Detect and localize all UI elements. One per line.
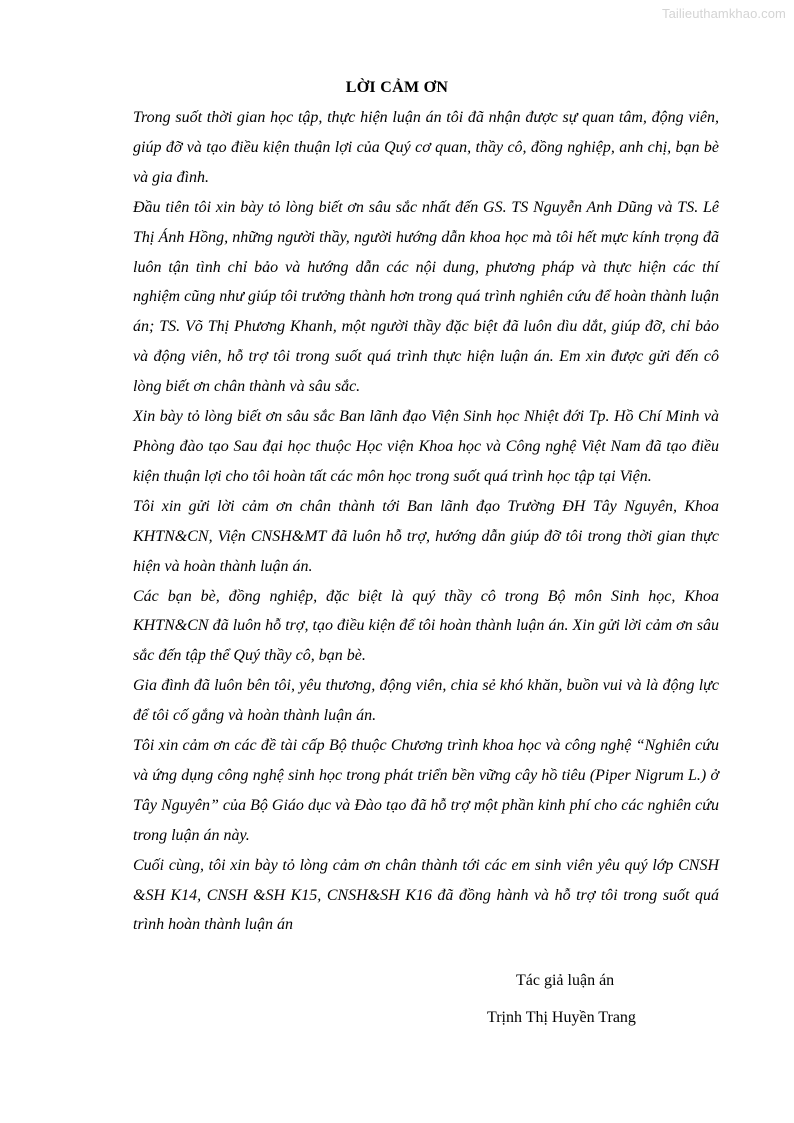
signature-name: Trịnh Thị Huyền Trang [487, 1009, 636, 1026]
paragraph-students: Cuối cùng, tôi xin bày tỏ lòng cảm ơn chân thành tới các em sinh viên yêu quý lớp CNSH &SH K14, CNSH &SH K15, CNSH&SH K16 đã đồng hành và hỗ trợ tôi trong suốt quá trình hoàn thành luận án [133, 856, 719, 934]
paragraph-university: Tôi xin gửi lời cảm ơn chân thành tới Ban lãnh đạo Trường ĐH Tây Nguyên, Khoa KHTN&CN, Viện CNSH&MT đã luôn hỗ trợ, hướng dẫn giúp đỡ tôi trong thời gian thực hiện và hoàn thành luận án. [133, 497, 719, 575]
paragraph-family: Gia đình đã luôn bên tôi, yêu thương, động viên, chia sẻ khó khăn, buồn vui và là động lực để tôi cố gắng và hoàn thành luận án. [133, 677, 719, 725]
watermark-text: Tailieuthamkhao.com [661, 6, 786, 21]
paragraph-supervisors: Đầu tiên tôi xin bày tỏ lòng biết ơn sâu sắc nhất đến GS. TS Nguyễn Anh Dũng và TS. Lê Thị Ánh Hồng, những người thầy, người hướng dẫn khoa học mà tôi hết mực kính trọng đã luôn tận tình chỉ bảo và hướng dẫn các nội dung, phương pháp và thực hiện các thí nghiệm cũng như giúp tôi trưởng thành hơn trong quá trình nghiên cứu để hoàn thành luận án; TS. Võ Thị Phương Khanh, một người thầy đặc biệt đã luôn dìu dắt, giúp đỡ, chỉ bảo và động viên, hỗ trợ tôi trong suốt quá trình thực hiện luận án. Em xin được gửi đến cô lòng biết ơn chân thành và sâu sắc. [133, 198, 719, 396]
paragraph-institute: Xin bày tỏ lòng biết ơn sâu sắc Ban lãnh đạo Viện Sinh học Nhiệt đới Tp. Hồ Chí Minh và Phòng đào tạo Sau đại học thuộc Học viện Khoa học và Công nghệ Việt Nam đã tạo điều kiện thuận lợi cho tôi hoàn tất các môn học trong suốt quá trình học tập tại Viện. [133, 408, 719, 485]
acknowledgement-body [133, 103, 719, 940]
signature-role: Tác giả luận án [516, 972, 615, 989]
paragraph-intro: Trong suốt thời gian học tập, thực hiện luận án tôi đã nhận được sự quan tâm, động viên, giúp đỡ và tạo điều kiện thuận lợi của Quý cơ quan, thầy cô, đồng nghiệp, anh chị, bạn bè và gia đình. [133, 109, 719, 186]
page-title: LỜI CẢM ƠN [345, 79, 449, 96]
paragraph-colleagues: Các bạn bè, đồng nghiệp, đặc biệt là quý thầy cô trong Bộ môn Sinh học, Khoa KHTN&CN đã luôn hỗ trợ, tạo điều kiện để tôi hoàn thành luận án. Xin gửi lời cảm ơn sâu sắc đến tập thể Quý thầy cô, bạn bè. [133, 587, 719, 665]
paragraph-funding: Tôi xin cảm ơn các đề tài cấp Bộ thuộc Chương trình khoa học và công nghệ “Nghiên cứu và ứng dụng công nghệ sinh học trong phát triển bền vững cây hồ tiêu (Piper Nigrum L.) ở Tây Nguyên” của Bộ Giáo dục và Đào tạo đã hỗ trợ một phần kinh phí cho các nghiên cứu trong luận án này. [133, 737, 719, 844]
